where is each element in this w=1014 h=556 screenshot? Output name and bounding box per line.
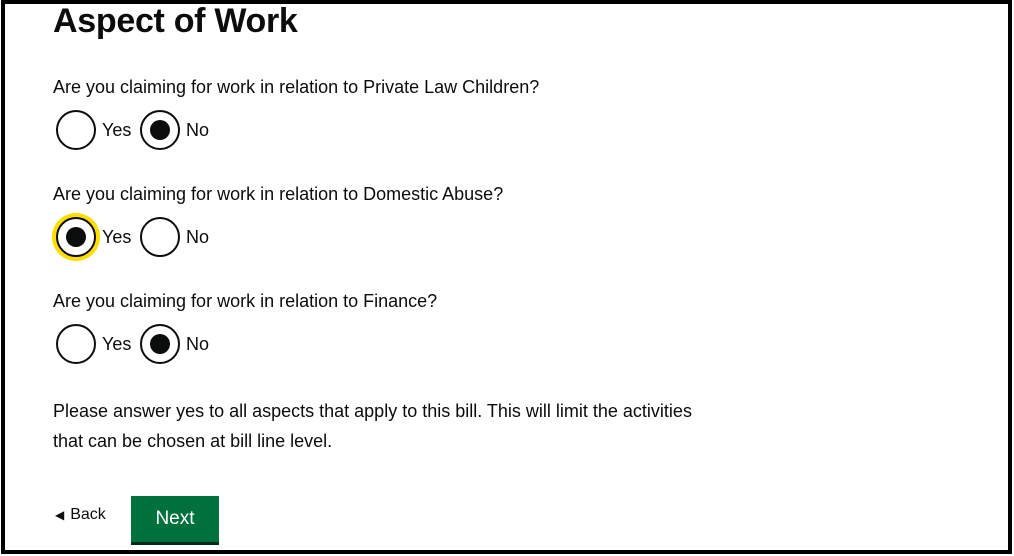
- radio-no[interactable]: [140, 324, 180, 364]
- radio-yes[interactable]: [56, 324, 96, 364]
- question-label: Are you claiming for work in relation to Domestic Abuse?: [53, 184, 504, 204]
- radio-yes[interactable]: [56, 110, 96, 150]
- back-link[interactable]: [55, 506, 106, 524]
- back-link-label: Back: [70, 506, 106, 523]
- question-finance: [53, 290, 753, 354]
- hint-line: that can be chosen at bill line level.: [53, 431, 333, 451]
- radio-option-yes[interactable]: [56, 324, 131, 364]
- radio-yes-label: Yes: [102, 119, 132, 140]
- radio-no-label: No: [186, 333, 210, 354]
- screenshot-frame: [1, 0, 1012, 554]
- radio-yes-label: Yes: [102, 333, 132, 354]
- radio-option-no[interactable]: [140, 110, 209, 150]
- radio-group: [53, 217, 353, 257]
- radio-no[interactable]: [140, 110, 180, 150]
- radio-option-no[interactable]: [140, 324, 209, 364]
- radio-group: [53, 324, 353, 364]
- radio-yes[interactable]: [56, 217, 96, 257]
- hint-line: Please answer yes to all aspects that apply to this bill. This will limit the activities: [53, 401, 692, 421]
- radio-yes-label: Yes: [102, 226, 132, 247]
- radio-group: [53, 110, 353, 150]
- question-label: Are you claiming for work in relation to Finance?: [53, 291, 438, 311]
- triangle-left-icon: ◀: [55, 508, 65, 522]
- question-domestic-abuse: [53, 183, 753, 247]
- radio-option-yes[interactable]: [56, 217, 131, 257]
- question-label: Are you claiming for work in relation to Private Law Children?: [53, 77, 540, 97]
- hint-paragraph: [53, 396, 753, 456]
- next-button[interactable]: Next: [131, 496, 219, 542]
- radio-option-yes[interactable]: [56, 110, 131, 150]
- radio-no-label: No: [186, 226, 210, 247]
- radio-no[interactable]: [140, 217, 180, 257]
- page-title: Aspect of Work: [53, 2, 298, 40]
- question-private-law-children: [53, 76, 753, 140]
- radio-option-no[interactable]: [140, 217, 209, 257]
- radio-no-label: No: [186, 119, 210, 140]
